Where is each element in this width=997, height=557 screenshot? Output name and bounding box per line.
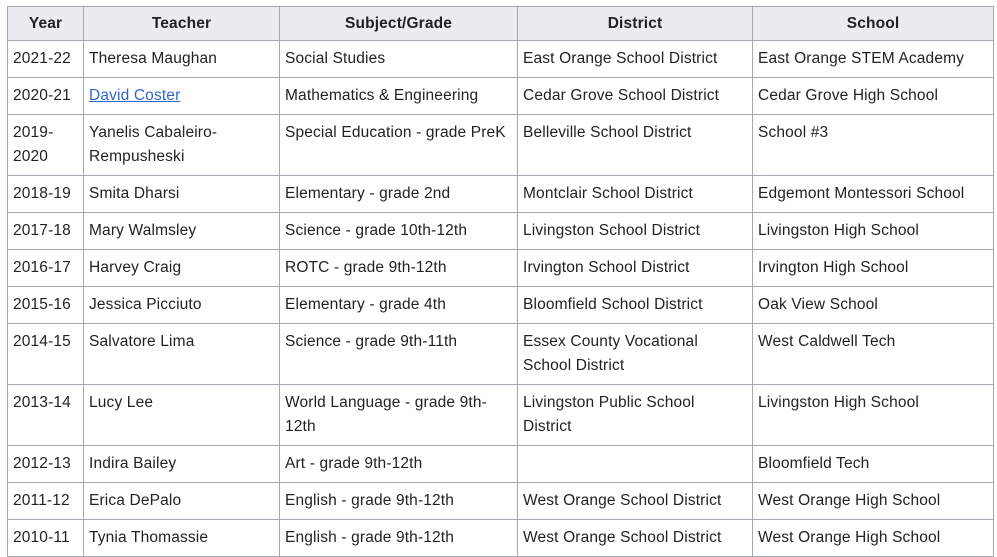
header-teacher: Teacher	[84, 7, 280, 41]
cell-district: Belleville School District	[518, 115, 753, 176]
cell-year: 2015-16	[8, 287, 84, 324]
cell-year: 2020-21	[8, 78, 84, 115]
cell-teacher: Salvatore Lima	[84, 324, 280, 385]
cell-subject-grade: ROTC - grade 9th-12th	[280, 250, 518, 287]
cell-subject-grade: Special Education - grade PreK	[280, 115, 518, 176]
cell-district: Essex County Vocational School District	[518, 324, 753, 385]
cell-district: Irvington School District	[518, 250, 753, 287]
table-row	[8, 115, 994, 176]
teachers-table	[7, 6, 994, 557]
cell-district: Livingston Public School District	[518, 385, 753, 446]
cell-school: West Orange High School	[753, 520, 994, 557]
cell-school: East Orange STEM Academy	[753, 41, 994, 78]
header-year: Year	[8, 7, 84, 41]
cell-year: 2010-11	[8, 520, 84, 557]
cell-district: Bloomfield School District	[518, 287, 753, 324]
cell-school: Oak View School	[753, 287, 994, 324]
table-header	[8, 7, 994, 41]
cell-teacher	[84, 78, 280, 115]
cell-subject-grade: Social Studies	[280, 41, 518, 78]
cell-teacher: Smita Dharsi	[84, 176, 280, 213]
cell-year: 2019-2020	[8, 115, 84, 176]
teacher-link[interactable]: David Coster	[89, 87, 181, 104]
cell-teacher: Indira Bailey	[84, 446, 280, 483]
cell-district: East Orange School District	[518, 41, 753, 78]
table-row	[8, 176, 994, 213]
cell-subject-grade: World Language - grade 9th-12th	[280, 385, 518, 446]
cell-school: Livingston High School	[753, 213, 994, 250]
cell-subject-grade: Elementary - grade 4th	[280, 287, 518, 324]
cell-year: 2012-13	[8, 446, 84, 483]
cell-school: Cedar Grove High School	[753, 78, 994, 115]
table-row	[8, 520, 994, 557]
table-row	[8, 78, 994, 115]
cell-year: 2014-15	[8, 324, 84, 385]
header-subject-grade: Subject/Grade	[280, 7, 518, 41]
cell-school: Irvington High School	[753, 250, 994, 287]
cell-year: 2013-14	[8, 385, 84, 446]
cell-year: 2017-18	[8, 213, 84, 250]
cell-subject-grade: Science - grade 10th-12th	[280, 213, 518, 250]
cell-district: Montclair School District	[518, 176, 753, 213]
cell-district: West Orange School District	[518, 520, 753, 557]
cell-teacher: Lucy Lee	[84, 385, 280, 446]
table-row	[8, 213, 994, 250]
cell-teacher: Tynia Thomassie	[84, 520, 280, 557]
cell-teacher: Theresa Maughan	[84, 41, 280, 78]
cell-school: Bloomfield Tech	[753, 446, 994, 483]
cell-teacher: Harvey Craig	[84, 250, 280, 287]
cell-teacher: Yanelis Cabaleiro-Rempusheski	[84, 115, 280, 176]
cell-year: 2016-17	[8, 250, 84, 287]
cell-subject-grade: Mathematics & Engineering	[280, 78, 518, 115]
cell-school: Livingston High School	[753, 385, 994, 446]
cell-school: School #3	[753, 115, 994, 176]
header-school: School	[753, 7, 994, 41]
cell-district: West Orange School District	[518, 483, 753, 520]
cell-teacher: Mary Walmsley	[84, 213, 280, 250]
header-district: District	[518, 7, 753, 41]
table-row	[8, 250, 994, 287]
table-row	[8, 446, 994, 483]
cell-district	[518, 446, 753, 483]
header-row	[8, 7, 994, 41]
table-row	[8, 41, 994, 78]
table-body	[8, 41, 994, 557]
cell-school: Edgemont Montessori School	[753, 176, 994, 213]
cell-district: Livingston School District	[518, 213, 753, 250]
table-row	[8, 324, 994, 385]
cell-subject-grade: Science - grade 9th-11th	[280, 324, 518, 385]
cell-teacher: Jessica Picciuto	[84, 287, 280, 324]
cell-subject-grade: English - grade 9th-12th	[280, 483, 518, 520]
cell-subject-grade: Art - grade 9th-12th	[280, 446, 518, 483]
cell-teacher: Erica DePalo	[84, 483, 280, 520]
cell-year: 2018-19	[8, 176, 84, 213]
table-row	[8, 385, 994, 446]
cell-school: West Caldwell Tech	[753, 324, 994, 385]
table-row	[8, 287, 994, 324]
cell-school: West Orange High School	[753, 483, 994, 520]
cell-subject-grade: English - grade 9th-12th	[280, 520, 518, 557]
cell-year: 2021-22	[8, 41, 84, 78]
cell-district: Cedar Grove School District	[518, 78, 753, 115]
cell-year: 2011-12	[8, 483, 84, 520]
table-row	[8, 483, 994, 520]
cell-subject-grade: Elementary - grade 2nd	[280, 176, 518, 213]
